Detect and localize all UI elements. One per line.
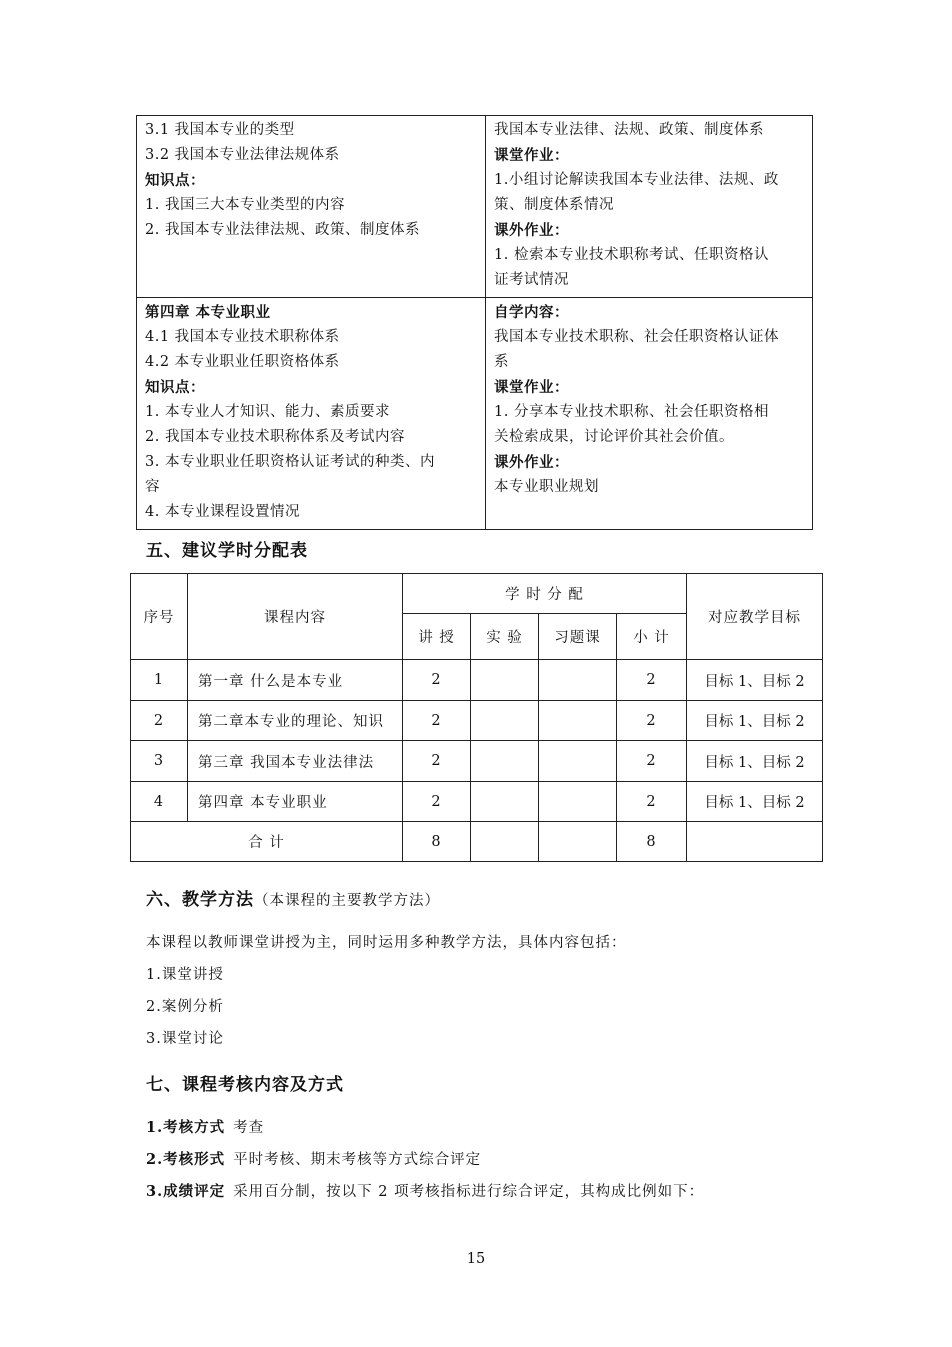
text-line: 3. 本专业职业任职资格认证考试的种类、内 (145, 454, 435, 470)
homework-heading: 课外作业： (494, 454, 569, 471)
cell-lecture: 2 (403, 741, 471, 782)
chapter-content-cell (137, 298, 486, 530)
table-row (131, 741, 823, 782)
cell-seq: 2 (131, 701, 188, 741)
text-line: 1. 检索本专业技术职称考试、任职资格认 (494, 247, 769, 263)
list-item: 1.课堂讲授 (146, 967, 224, 983)
text-line: 关检索成果，讨论评价其社会价值。 (494, 429, 734, 445)
classwork-heading: 课堂作业： (494, 147, 569, 164)
text-line: 4.2 本专业职业任职资格体系 (145, 354, 340, 370)
text-line: 我国本专业法律、法规、政策、制度体系 (494, 122, 764, 138)
cell-target: 目标 1、目标 2 (687, 660, 823, 701)
text-line: 1. 分享本专业技术职称、社会任职资格相 (494, 404, 769, 420)
total-label: 合 计 (131, 822, 403, 862)
table-row (131, 701, 823, 741)
syllabus-continuation-table (136, 115, 813, 530)
page-number: 15 (466, 1251, 486, 1267)
section-7-title: 七、课程考核内容及方式 (146, 1075, 344, 1095)
classwork-heading: 课堂作业： (494, 379, 569, 396)
assessment-item-label: 2.考核形式 (146, 1151, 226, 1168)
text-line: 1.小组讨论解读我国本专业法律、法规、政 (494, 172, 779, 188)
cell-seq: 3 (131, 741, 188, 782)
total-target (687, 822, 823, 862)
chapter-content-cell (137, 116, 486, 298)
assessment-item (146, 1180, 704, 1201)
teaching-methods-intro: 本课程以教师课堂讲授为主，同时运用多种教学方法，具体内容包括： (146, 935, 627, 951)
assessment-item-text: 平时考核、期末考核等方式综合评定 (233, 1152, 482, 1168)
cell-seq: 4 (131, 782, 188, 822)
text-line: 3.1 我国本专业的类型 (145, 122, 295, 138)
cell-experiment (471, 782, 539, 822)
cell-target: 目标 1、目标 2 (687, 741, 823, 782)
list-item: 3.课堂讨论 (146, 1031, 224, 1047)
assignment-cell (486, 116, 813, 298)
text-line: 1. 本专业人才知识、能力、素质要求 (145, 404, 390, 420)
homework-heading: 课外作业： (494, 222, 569, 239)
text-line: 2. 我国本专业法律法规、政策、制度体系 (145, 222, 420, 238)
section-6-note: （本课程的主要教学方法） (254, 893, 440, 909)
header-hours-group: 学 时 分 配 (403, 574, 687, 614)
knowledge-points-heading: 知识点： (145, 172, 205, 189)
cell-subtotal: 2 (617, 741, 687, 782)
total-subtotal: 8 (617, 822, 687, 862)
cell-experiment (471, 741, 539, 782)
cell-exercise (539, 660, 617, 701)
header-exercise: 习题课 (539, 614, 617, 660)
chapter-heading: 第四章 本专业职业 (145, 304, 271, 321)
assessment-item (146, 1148, 481, 1169)
assessment-item-label: 3.成绩评定 (146, 1183, 226, 1200)
cell-content: 第四章 本专业职业 (188, 782, 403, 822)
cell-target: 目标 1、目标 2 (687, 782, 823, 822)
text-line: 本专业职业规划 (494, 479, 599, 495)
total-exercise (539, 822, 617, 862)
assignment-cell (486, 298, 813, 530)
text-line: 容 (145, 479, 160, 495)
cell-content: 第一章 什么是本专业 (188, 660, 403, 701)
assessment-item-text: 采用百分制，按以下 2 项考核指标进行综合评定，其构成比例如下： (233, 1184, 705, 1200)
header-subtotal: 小 计 (617, 614, 687, 660)
cell-experiment (471, 701, 539, 741)
table-header-row (131, 574, 823, 614)
assessment-item-text: 考查 (233, 1120, 265, 1136)
cell-subtotal: 2 (617, 782, 687, 822)
cell-content: 第二章本专业的理论、知识 (188, 701, 403, 741)
text-line: 1. 我国三大本专业类型的内容 (145, 197, 345, 213)
assessment-item-label: 1.考核方式 (146, 1119, 226, 1136)
text-line: 我国本专业技术职称、社会任职资格认证体 (494, 329, 779, 345)
cell-lecture: 2 (403, 701, 471, 741)
assessment-item (146, 1116, 264, 1137)
text-line: 系 (494, 354, 509, 370)
text-line: 4. 本专业课程设置情况 (145, 504, 300, 520)
cell-experiment (471, 660, 539, 701)
table-row (131, 660, 823, 701)
table-row (137, 298, 813, 530)
text-line: 2. 我国本专业技术职称体系及考试内容 (145, 429, 405, 445)
section-6-title-text: 六、教学方法 (146, 890, 254, 910)
knowledge-points-heading: 知识点： (145, 379, 205, 396)
header-experiment: 实 验 (471, 614, 539, 660)
list-item: 2.案例分析 (146, 999, 224, 1015)
cell-exercise (539, 741, 617, 782)
cell-exercise (539, 782, 617, 822)
total-experiment (471, 822, 539, 862)
cell-target: 目标 1、目标 2 (687, 701, 823, 741)
text-line: 策、制度体系情况 (494, 197, 614, 213)
self-study-heading: 自学内容： (494, 304, 569, 321)
header-content: 课程内容 (188, 574, 403, 660)
table-total-row (131, 822, 823, 862)
cell-seq: 1 (131, 660, 188, 701)
hours-allocation-table (130, 573, 823, 862)
cell-content: 第三章 我国本专业法律法 (188, 741, 403, 782)
cell-exercise (539, 701, 617, 741)
cell-subtotal: 2 (617, 660, 687, 701)
text-line: 3.2 我国本专业法律法规体系 (145, 147, 340, 163)
section-5-title: 五、建议学时分配表 (146, 541, 308, 561)
text-line: 证考试情况 (494, 272, 569, 288)
total-lecture: 8 (403, 822, 471, 862)
header-seq: 序号 (131, 574, 188, 660)
table-row (131, 782, 823, 822)
cell-lecture: 2 (403, 782, 471, 822)
table-row (137, 116, 813, 298)
text-line: 4.1 我国本专业技术职称体系 (145, 329, 340, 345)
header-lecture: 讲 授 (403, 614, 471, 660)
header-target: 对应教学目标 (687, 574, 823, 660)
cell-lecture: 2 (403, 660, 471, 701)
cell-subtotal: 2 (617, 701, 687, 741)
section-6-title (146, 885, 440, 910)
